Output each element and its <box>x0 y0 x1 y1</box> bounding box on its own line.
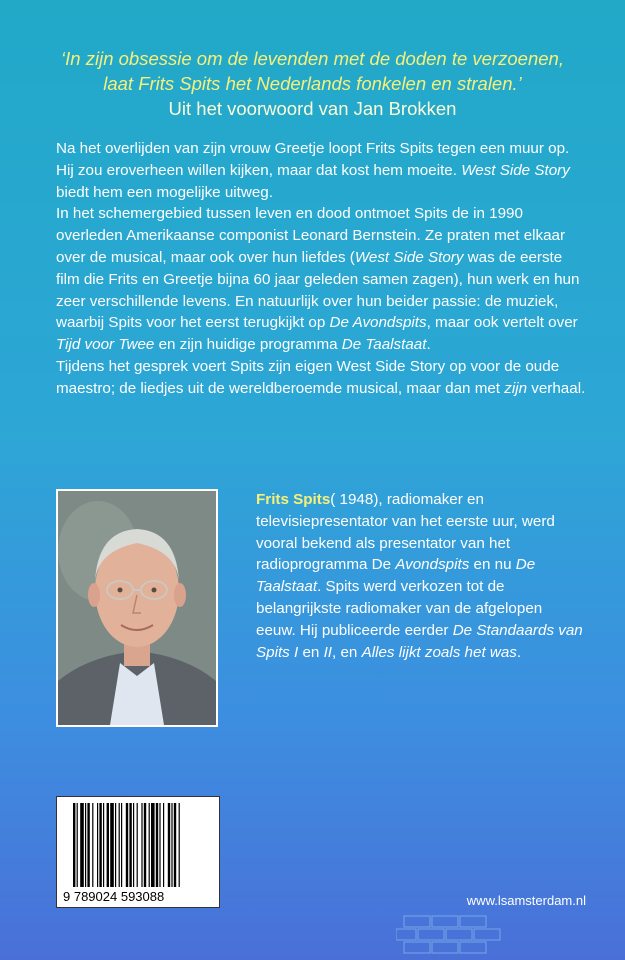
barcode-bar <box>151 803 155 887</box>
back-cover-quote <box>40 46 585 121</box>
blurb-p2-f: Tijd voor Twee <box>56 336 155 354</box>
barcode-bar <box>171 803 172 887</box>
book-blurb <box>56 138 586 400</box>
blurb-p2-h: De Taalstaat <box>341 336 427 354</box>
quote-source: Uit het voorwoord van Jan Brokken <box>168 98 457 119</box>
bio-d: De Taalstaat <box>256 556 536 596</box>
blurb-p2-g: en zijn huidige programma <box>154 336 342 354</box>
isbn-digits: 9 789024 593088 <box>63 889 165 904</box>
barcode-bar <box>103 803 104 887</box>
blurb-p1-title: West Side Story <box>461 161 570 179</box>
bio-e: . Spits werd verkozen tot de belangrijkste radiomaker van de afgelopen eeuw. Hij publiceerde eerder <box>256 578 543 639</box>
barcode-bar <box>174 803 176 887</box>
author-name: Frits Spits <box>256 491 331 508</box>
blurb-p2-b: West Side Story <box>354 248 464 266</box>
bio-a: ( 1948), radiomaker en televisiepresentator van het eerste uur, werd vooral bekend als presentator van het radioprogramma De <box>256 491 555 574</box>
barcode-bar <box>115 803 116 887</box>
barcode-bar <box>97 803 98 887</box>
barcode-bar <box>92 803 93 887</box>
barcode-bar <box>73 803 75 887</box>
bio-f: De Standaards van Spits I <box>256 621 583 661</box>
barcode-bar <box>133 803 134 887</box>
barcode-bar <box>85 803 86 887</box>
publisher-brick-logo <box>396 910 536 960</box>
barcode-bar <box>179 803 180 887</box>
barcode-bar <box>87 803 89 887</box>
isbn-barcode <box>56 796 220 908</box>
barcode-bar <box>159 803 160 887</box>
quote-line-1: ‘In zijn obsessie om de levenden met de doden te verzoenen, <box>61 48 564 69</box>
publisher-url: www.lsamsterdam.nl <box>466 893 586 908</box>
bio-i: , en <box>332 643 362 661</box>
author-photo <box>56 489 218 727</box>
bio-c: en nu <box>469 556 516 574</box>
author-bio <box>256 489 586 663</box>
barcode-bar <box>80 803 84 887</box>
bio-g: en <box>298 643 324 661</box>
blurb-p2-e: , maar ook vertelt over <box>426 314 578 332</box>
bio-k: . <box>516 643 522 661</box>
barcode-bar <box>149 803 150 887</box>
blurb-p2-i: . <box>426 336 431 354</box>
blurb-p2-d: De Avondspits <box>329 314 427 332</box>
barcode-bar <box>77 803 78 887</box>
blurb-p1-c: biedt hem een mogelijke uitweg. <box>56 183 273 201</box>
blurb-p2-a: In het schemergebied tussen leven en dood ontmoet Spits de in 1990 overleden Amerikaanse componist Leonard Bernstein. Ze praten met elkaar over de musical, maar ook over hun liefdes ( <box>56 205 566 266</box>
blurb-paragraph-1 <box>56 138 586 203</box>
barcode-bar <box>144 803 146 887</box>
barcode-bar <box>110 803 114 887</box>
blurb-p3-b: zijn <box>504 379 528 397</box>
barcode-bar <box>156 803 158 887</box>
barcode-bar <box>137 803 138 887</box>
bio-b: Avondspits <box>395 556 470 574</box>
barcode-bar <box>141 803 142 887</box>
barcode-bar <box>163 803 164 887</box>
bio-j: Alles lijkt zoals het was <box>361 643 517 661</box>
barcode-bars <box>57 797 219 907</box>
barcode-bar <box>119 803 120 887</box>
blurb-p3-c: verhaal. <box>527 379 586 397</box>
blurb-p3-a: Tijdens het gesprek voert Spits zijn eigen West Side Story op voor de oude maestro; de liedjes uit de wereldberoemde musical, maar dan met <box>56 357 560 397</box>
author-portrait-illustration <box>58 491 216 725</box>
barcode-bar <box>107 803 109 887</box>
barcode-bar <box>121 803 122 887</box>
quote-line-2: laat Frits Spits het Nederlands fonkelen en stralen.’ <box>103 73 522 94</box>
barcode-bar <box>99 803 101 887</box>
barcode-bar <box>168 803 170 887</box>
blurb-p1-a: Na het overlijden van zijn vrouw Greetje loopt Frits Spits tegen een muur op. Hij zou eroverheen willen kijken, maar dat kost hem moeite. <box>56 140 570 179</box>
bio-h: II <box>323 643 333 661</box>
blurb-paragraph-2 <box>56 203 586 356</box>
barcode-bar <box>126 803 128 887</box>
blurb-p2-c: was de eerste film die Frits en Greetje bijna 60 jaar geleden samen zagen), hun werk en hun zeer verschillende levens. En natuurlijk over hun beider passie: de muziek, waarbij Spits voor het eerst terugkijkt op <box>56 248 580 332</box>
barcode-bar <box>129 803 131 887</box>
blurb-paragraph-3 <box>56 356 586 400</box>
